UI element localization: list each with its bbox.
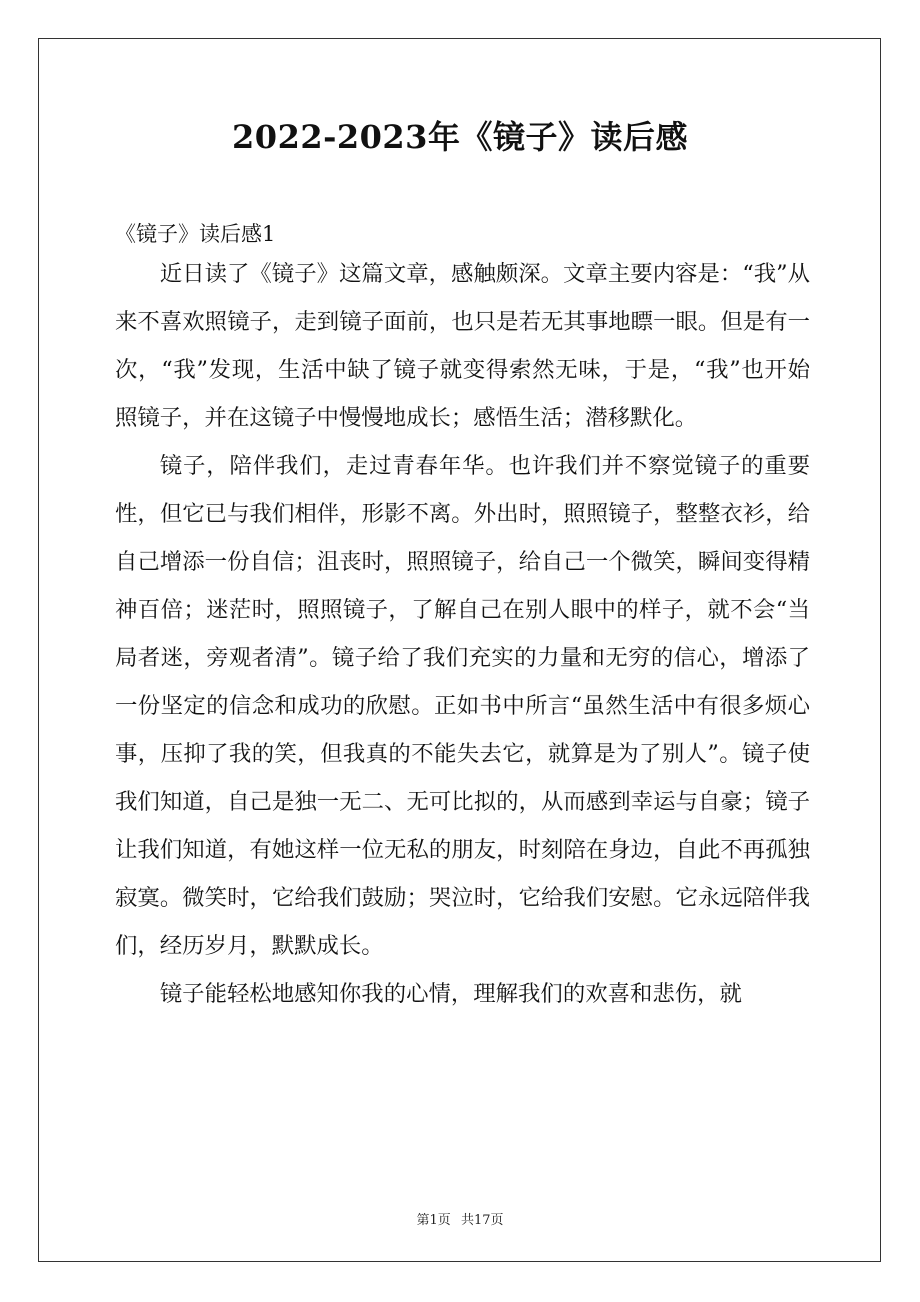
document-body bbox=[115, 250, 810, 1018]
document-title: 2022-2023年《镜子》读后感 bbox=[232, 118, 688, 156]
section-heading: 《镜子》读后感1 bbox=[115, 222, 276, 246]
page-number-current: 第1页 bbox=[416, 1213, 451, 1228]
paragraph-3: 镜子能轻松地感知你我的心情，理解我们的欢喜和悲伤，就 bbox=[159, 981, 742, 1007]
paragraph-2: 镜子，陪伴我们，走过青春年华。也许我们并不察觉镜子的重要性，但它已与我们相伴，形影不离。外出时，照照镜子，整整衣衫，给自己增添一份自信；沮丧时，照照镜子，给自己一个微笑，瞬间变得精神百倍；迷茫时，照照镜子，了解自己在别人眼中的样子，就不会“当局者迷，旁观者清”。镜子给了我们充实的力量和无穷的信心，增添了一份坚定的信念和成功的欣慰。正如书中所言“虽然生活中有很多烦心事，压抑了我的笑，但我真的不能失去它，就算是为了别人”。镜子使我们知道，自己是独一无二、无可比拟的，从而感到幸运与自豪；镜子让我们知道，有她这样一位无私的朋友，时刻陪在身边，自此不再孤独寂寞。微笑时，它给我们鼓励；哭泣时，它给我们安慰。它永远陪伴我们，经历岁月，默默成长。 bbox=[115, 453, 810, 959]
paragraph-1: 近日读了《镜子》这篇文章，感触颇深。文章主要内容是：“我”从来不喜欢照镜子，走到镜子面前，也只是若无其事地瞟一眼。但是有一次，“我”发现，生活中缺了镜子就变得索然无味，于是，“我”也开始照镜子，并在这镜子中慢慢地成长；感悟生活；潜移默化。 bbox=[115, 261, 810, 431]
page-number-total: 共17页 bbox=[460, 1213, 504, 1228]
page-footer bbox=[0, 1209, 920, 1228]
